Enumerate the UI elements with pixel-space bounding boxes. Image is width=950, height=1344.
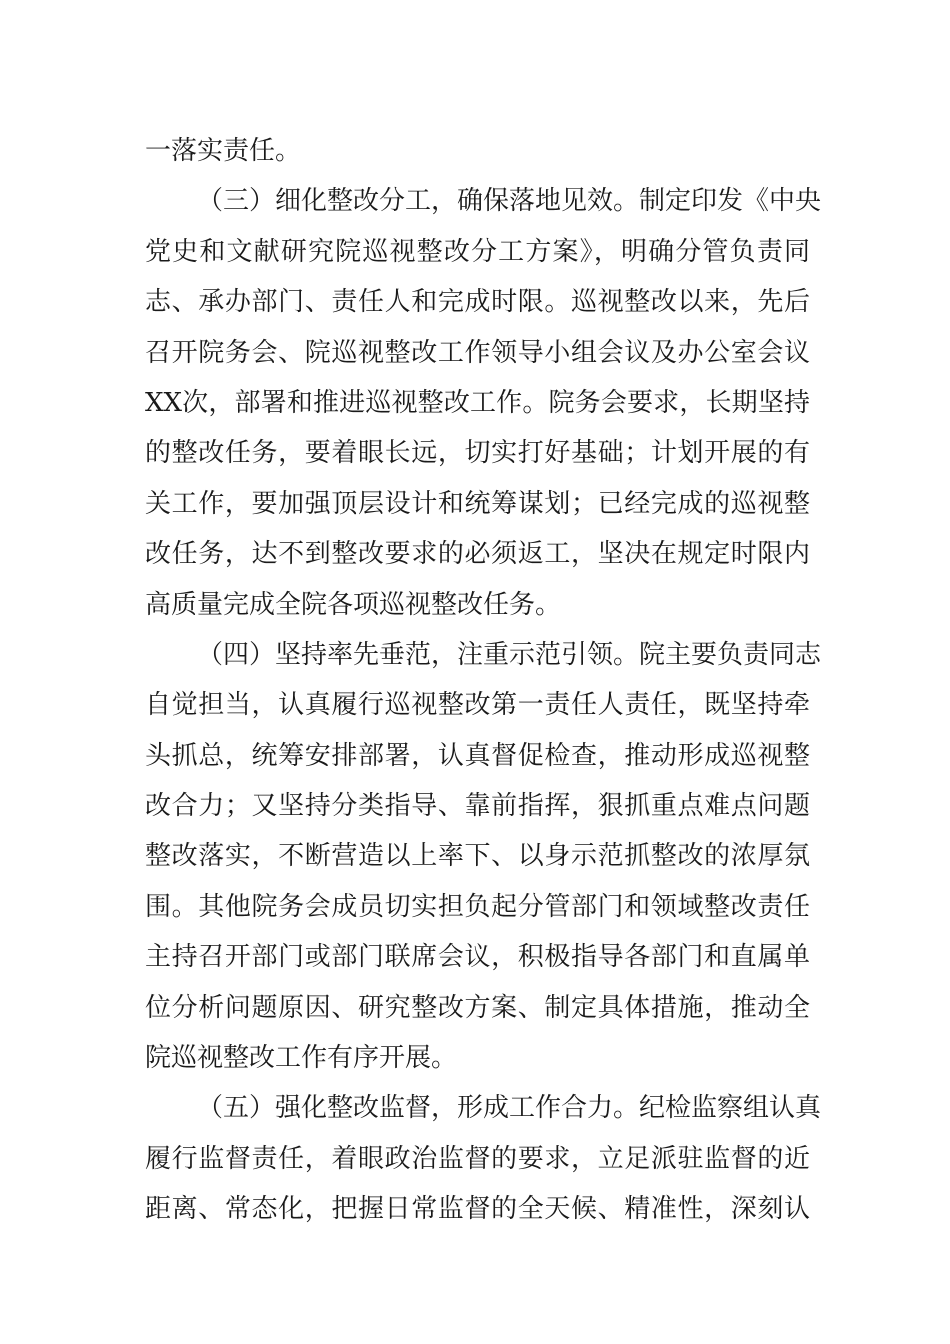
text-line: （三）细化整改分工，确保落地见效。制定印发《中央 <box>197 186 822 217</box>
text-line: 召开院务会、院巡视整改工作领导小组会议及办公室会议 <box>145 337 810 368</box>
text-line: 院巡视整改工作有序开展。 <box>145 1043 458 1074</box>
document-body <box>145 126 822 1235</box>
text-line: 改任务，达不到整改要求的必须返工，坚决在规定时限内 <box>145 539 810 570</box>
text-line: 志、承办部门、责任人和完成时限。巡视整改以来，先后 <box>145 287 810 318</box>
text-line: 围。其他院务会成员切实担负起分管部门和领域整改责任 <box>145 891 810 922</box>
text-line: （五）强化整改监督，形成工作合力。纪检监察组认真 <box>197 1093 822 1124</box>
text-line: 整改落实，不断营造以上率下、以身示范抓整改的浓厚氛 <box>145 841 810 872</box>
text-line: 的整改任务，要着眼长远，切实打好基础；计划开展的有 <box>145 438 810 469</box>
text-line: 高质量完成全院各项巡视整改任务。 <box>145 589 562 620</box>
text-line: 改合力；又坚持分类指导、靠前指挥，狠抓重点难点问题 <box>145 791 810 822</box>
text-line: 距离、常态化，把握日常监督的全天候、精准性，深刻认 <box>145 1194 810 1225</box>
text-line: XX次，部署和推进巡视整改工作。院务会要求，长期坚持 <box>145 387 810 418</box>
text-line: 主持召开部门或部门联席会议，积极指导各部门和直属单 <box>145 942 810 973</box>
text-line: 位分析问题原因、研究整改方案、制定具体措施，推动全 <box>145 992 810 1023</box>
text-line: 党史和文献研究院巡视整改分工方案》，明确分管负责同 <box>145 236 810 267</box>
text-line: （四）坚持率先垂范，注重示范引领。院主要负责同志 <box>197 639 822 670</box>
text-line: 一落实责任。 <box>145 136 302 166</box>
text-line: 头抓总，统筹安排部署，认真督促检查，推动形成巡视整 <box>145 740 810 771</box>
text-line: 关工作，要加强顶层设计和统筹谋划；已经完成的巡视整 <box>145 488 810 519</box>
text-line: 自觉担当，认真履行巡视整改第一责任人责任，既坚持牵 <box>145 690 810 721</box>
text-line: 履行监督责任，着眼政治监督的要求，立足派驻监督的近 <box>145 1143 810 1174</box>
